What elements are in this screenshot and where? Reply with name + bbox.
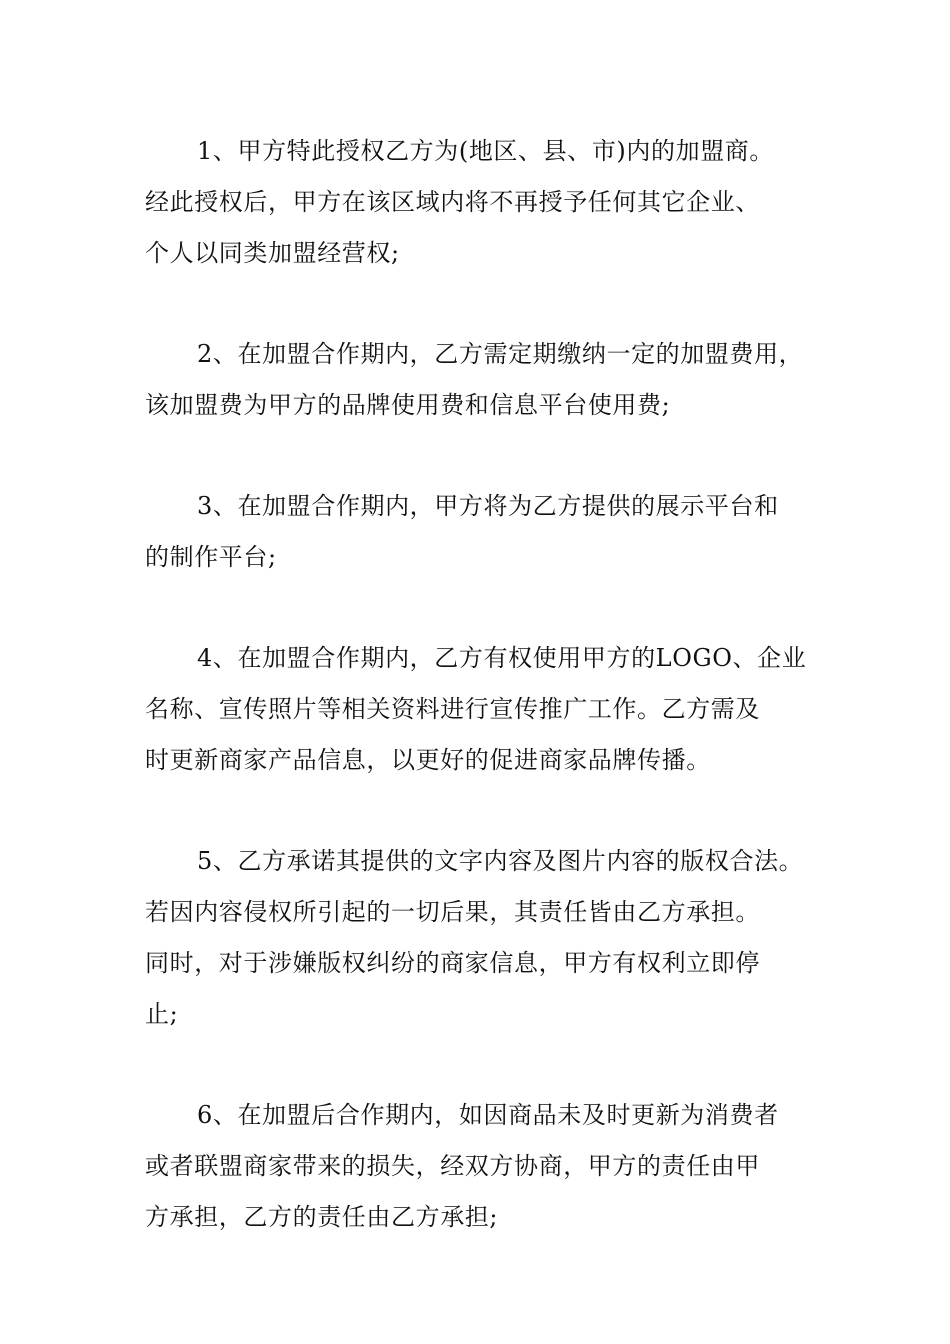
clause-line: 1、甲方特此授权乙方为(地区、县、市)内的加盟商。 xyxy=(197,137,774,165)
clause-5 xyxy=(145,836,817,1040)
clause-3 xyxy=(145,481,817,583)
clause-6 xyxy=(145,1090,817,1243)
clause-line: 2、在加盟合作期内，乙方需定期缴纳一定的加盟费用， xyxy=(197,340,804,368)
clause-line: 若因内容侵权所引起的一切后果，其责任皆由乙方承担。 xyxy=(145,898,760,926)
clause-line: 名称、宣传照片等相关资料进行宣传推广工作。乙方需及 xyxy=(145,695,760,723)
clause-line: 同时，对于涉嫌版权纠纷的商家信息，甲方有权利立即停 xyxy=(145,949,760,977)
clause-line: 5、乙方承诺其提供的文字内容及图片内容的版权合法。 xyxy=(197,847,804,875)
clause-line: 该加盟费为甲方的品牌使用费和信息平台使用费; xyxy=(145,391,671,419)
clause-line: 止; xyxy=(145,1000,179,1028)
clause-2 xyxy=(145,329,817,431)
clause-line: 4、在加盟合作期内，乙方有权使用甲方的LOGO、企业 xyxy=(197,644,807,672)
clause-line: 的制作平台; xyxy=(145,543,277,571)
clause-1 xyxy=(145,126,817,279)
clause-line: 3、在加盟合作期内，甲方将为乙方提供的展示平台和 xyxy=(197,492,779,520)
clause-4 xyxy=(145,633,817,786)
document-body xyxy=(145,126,817,1243)
clause-line: 时更新商家产品信息，以更好的促进商家品牌传播。 xyxy=(145,746,711,774)
clause-line: 个人以同类加盟经营权; xyxy=(145,239,400,267)
clause-line: 方承担，乙方的责任由乙方承担; xyxy=(145,1203,499,1231)
clause-line: 6、在加盟后合作期内，如因商品未及时更新为消费者 xyxy=(197,1101,779,1129)
clause-line: 经此授权后，甲方在该区域内将不再授予任何其它企业、 xyxy=(145,188,760,216)
clause-line: 或者联盟商家带来的损失，经双方协商，甲方的责任由甲 xyxy=(145,1152,760,1180)
